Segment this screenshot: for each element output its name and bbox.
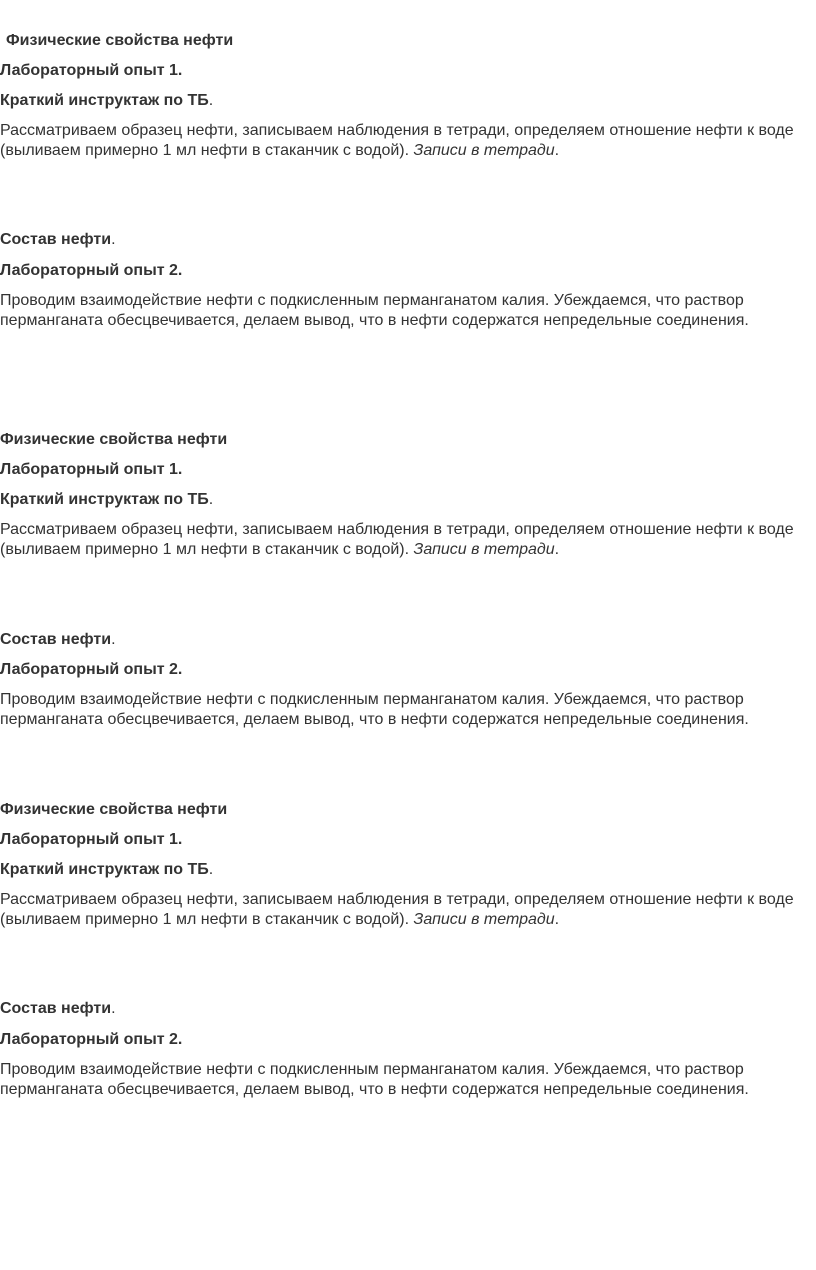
- experiment-1-note: Записи в тетради: [413, 142, 555, 159]
- section-heading: Физические свойства нефти: [6, 32, 234, 49]
- composition-title: [0, 999, 116, 1019]
- safety-briefing-title: [0, 490, 213, 510]
- composition-suffix: .: [111, 1000, 116, 1017]
- experiment-1-note: Записи в тетради: [413, 541, 555, 558]
- safety-briefing-suffix: .: [208, 92, 214, 109]
- safety-briefing-label: Краткий инструктаж по ТБ: [0, 92, 209, 109]
- experiment-1-body: Рассматриваем образец нефти, записываем наблюдения в тетради, определяем отношение нефти к воде (выливаем примерно 1 мл нефти в стаканчик с водой).: [0, 891, 794, 928]
- composition-title: [0, 230, 116, 250]
- composition-suffix: .: [111, 631, 116, 648]
- composition-title: [0, 630, 116, 650]
- safety-briefing-suffix: .: [208, 491, 214, 508]
- experiment-1-note-suffix: .: [554, 142, 560, 159]
- experiment-1-title: Лабораторный опыт 1.: [0, 831, 183, 848]
- safety-briefing-title: [0, 860, 213, 880]
- experiment-1-title: Лабораторный опыт 1.: [0, 62, 183, 79]
- safety-briefing-title: [0, 91, 213, 111]
- experiment-2-title: Лабораторный опыт 2.: [0, 661, 183, 678]
- composition-label: Состав нефти: [0, 631, 112, 648]
- experiment-1-text: [0, 520, 800, 560]
- experiment-1-note-suffix: .: [554, 541, 560, 558]
- experiment-2-text: Проводим взаимодействие нефти с подкисленным перманганатом калия. Убеждаемся, что раствор перманганата обесцвечивается, делаем вывод, что в нефти содержатся непредельные соединения.: [0, 691, 749, 728]
- experiment-2-text: Проводим взаимодействие нефти с подкисленным перманганатом калия. Убеждаемся, что раствор перманганата обесцвечивается, делаем вывод, что в нефти содержатся непредельные соединения.: [0, 1061, 749, 1098]
- experiment-1-title: Лабораторный опыт 1.: [0, 461, 183, 478]
- experiment-1-text: [0, 890, 800, 930]
- experiment-1-body: Рассматриваем образец нефти, записываем наблюдения в тетради, определяем отношение нефти к воде (выливаем примерно 1 мл нефти в стаканчик с водой).: [0, 521, 794, 558]
- experiment-1-text: [0, 121, 800, 161]
- section-heading: Физические свойства нефти: [0, 431, 228, 448]
- experiment-1-body: Рассматриваем образец нефти, записываем наблюдения в тетради, определяем отношение нефти к воде (выливаем примерно 1 мл нефти в стаканчик с водой).: [0, 122, 794, 159]
- experiment-1-note: Записи в тетради: [413, 911, 555, 928]
- safety-briefing-label: Краткий инструктаж по ТБ: [0, 491, 209, 508]
- experiment-1-note-suffix: .: [554, 911, 560, 928]
- section-heading: Физические свойства нефти: [0, 801, 228, 818]
- composition-label: Состав нефти: [0, 1000, 112, 1017]
- safety-briefing-label: Краткий инструктаж по ТБ: [0, 861, 209, 878]
- composition-suffix: .: [111, 231, 116, 248]
- safety-briefing-suffix: .: [208, 861, 214, 878]
- experiment-2-text: Проводим взаимодействие нефти с подкисленным перманганатом калия. Убеждаемся, что раствор перманганата обесцвечивается, делаем вывод, что в нефти содержатся непредельные соединения.: [0, 292, 749, 329]
- experiment-2-title: Лабораторный опыт 2.: [0, 1031, 183, 1048]
- experiment-2-title: Лабораторный опыт 2.: [0, 262, 183, 279]
- composition-label: Состав нефти: [0, 231, 112, 248]
